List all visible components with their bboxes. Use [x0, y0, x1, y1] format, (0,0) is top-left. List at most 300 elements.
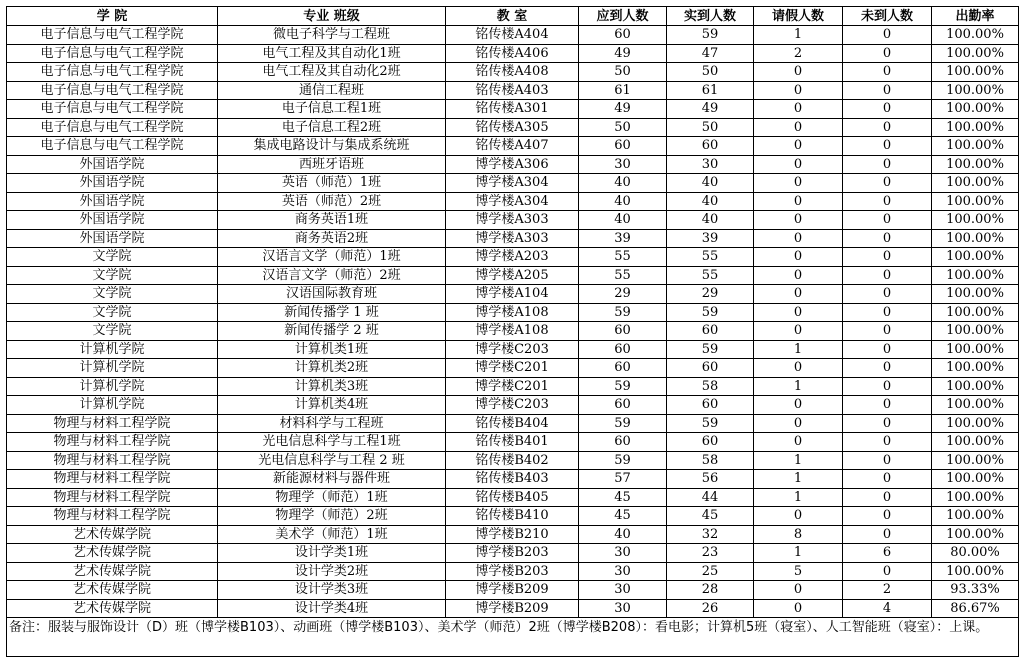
cell-present: 28 [667, 581, 754, 600]
cell-expected: 55 [579, 266, 667, 285]
cell-classroom: 铭传楼A404 [446, 26, 579, 45]
cell-college: 计算机学院 [7, 359, 218, 378]
cell-college: 外国语学院 [7, 174, 218, 193]
table-row [7, 303, 1019, 322]
cell-expected: 49 [579, 44, 667, 63]
cell-class: 物理学（师范）2班 [218, 507, 446, 526]
cell-attendance-rate: 100.00% [932, 100, 1019, 119]
cell-class: 物理学（师范）1班 [218, 488, 446, 507]
cell-class: 设计学类4班 [218, 599, 446, 618]
cell-class: 计算机类4班 [218, 396, 446, 415]
cell-leave: 0 [754, 599, 843, 618]
cell-class: 电子信息工程1班 [218, 100, 446, 119]
table-row [7, 63, 1019, 82]
cell-present: 45 [667, 507, 754, 526]
cell-attendance-rate: 100.00% [932, 211, 1019, 230]
cell-attendance-rate: 100.00% [932, 414, 1019, 433]
cell-expected: 57 [579, 470, 667, 489]
cell-college: 物理与材料工程学院 [7, 451, 218, 470]
cell-absent: 0 [843, 229, 932, 248]
cell-attendance-rate: 100.00% [932, 155, 1019, 174]
cell-class: 西班牙语班 [218, 155, 446, 174]
cell-absent: 0 [843, 451, 932, 470]
cell-expected: 30 [579, 599, 667, 618]
cell-leave: 0 [754, 229, 843, 248]
cell-class: 新闻传播学 1 班 [218, 303, 446, 322]
cell-leave: 0 [754, 414, 843, 433]
header-row [7, 7, 1019, 26]
cell-class: 新闻传播学 2 班 [218, 322, 446, 341]
cell-absent: 2 [843, 581, 932, 600]
cell-leave: 0 [754, 100, 843, 119]
table-row [7, 266, 1019, 285]
cell-attendance-rate: 100.00% [932, 470, 1019, 489]
cell-leave: 0 [754, 433, 843, 452]
cell-absent: 0 [843, 155, 932, 174]
cell-present: 60 [667, 322, 754, 341]
header-expected: 应到人数 [579, 7, 667, 26]
cell-college: 电子信息与电气工程学院 [7, 26, 218, 45]
table-row [7, 174, 1019, 193]
cell-attendance-rate: 100.00% [932, 44, 1019, 63]
cell-expected: 60 [579, 26, 667, 45]
cell-expected: 40 [579, 525, 667, 544]
cell-leave: 0 [754, 155, 843, 174]
cell-class: 光电信息科学与工程 2 班 [218, 451, 446, 470]
cell-class: 材料科学与工程班 [218, 414, 446, 433]
cell-expected: 59 [579, 377, 667, 396]
cell-leave: 1 [754, 451, 843, 470]
cell-classroom: 铭传楼A407 [446, 137, 579, 156]
cell-class: 设计学类1班 [218, 544, 446, 563]
cell-class: 英语（师范）2班 [218, 192, 446, 211]
cell-class: 设计学类3班 [218, 581, 446, 600]
cell-classroom: 铭传楼B410 [446, 507, 579, 526]
table-row [7, 100, 1019, 119]
cell-attendance-rate: 100.00% [932, 285, 1019, 304]
cell-leave: 5 [754, 562, 843, 581]
cell-college: 文学院 [7, 266, 218, 285]
table-row [7, 525, 1019, 544]
header-attendance-rate: 出勤率 [932, 7, 1019, 26]
table-row [7, 433, 1019, 452]
cell-class: 汉语言文学（师范）2班 [218, 266, 446, 285]
cell-absent: 0 [843, 211, 932, 230]
cell-present: 47 [667, 44, 754, 63]
table-row [7, 377, 1019, 396]
cell-college: 计算机学院 [7, 396, 218, 415]
cell-absent: 0 [843, 118, 932, 137]
table-row [7, 248, 1019, 267]
cell-classroom: 博学楼C203 [446, 396, 579, 415]
table-row [7, 581, 1019, 600]
table-row [7, 359, 1019, 378]
cell-present: 23 [667, 544, 754, 563]
table-row [7, 507, 1019, 526]
cell-college: 艺术传媒学院 [7, 562, 218, 581]
cell-classroom: 铭传楼A403 [446, 81, 579, 100]
cell-expected: 50 [579, 63, 667, 82]
cell-classroom: 博学楼B203 [446, 544, 579, 563]
cell-expected: 60 [579, 359, 667, 378]
cell-leave: 0 [754, 507, 843, 526]
cell-present: 30 [667, 155, 754, 174]
header-absent: 未到人数 [843, 7, 932, 26]
cell-leave: 1 [754, 544, 843, 563]
table-row [7, 599, 1019, 618]
cell-present: 44 [667, 488, 754, 507]
cell-leave: 0 [754, 63, 843, 82]
cell-present: 40 [667, 192, 754, 211]
cell-leave: 0 [754, 285, 843, 304]
cell-classroom: 博学楼A303 [446, 211, 579, 230]
cell-expected: 50 [579, 118, 667, 137]
cell-classroom: 铭传楼B405 [446, 488, 579, 507]
cell-class: 商务英语1班 [218, 211, 446, 230]
cell-attendance-rate: 100.00% [932, 266, 1019, 285]
cell-attendance-rate: 100.00% [932, 192, 1019, 211]
note-row [7, 618, 1019, 657]
cell-classroom: 铭传楼B402 [446, 451, 579, 470]
cell-leave: 0 [754, 303, 843, 322]
header-leave: 请假人数 [754, 7, 843, 26]
cell-present: 59 [667, 340, 754, 359]
cell-expected: 59 [579, 414, 667, 433]
cell-attendance-rate: 100.00% [932, 359, 1019, 378]
cell-class: 汉语言文学（师范）1班 [218, 248, 446, 267]
cell-classroom: 博学楼A304 [446, 174, 579, 193]
cell-attendance-rate: 100.00% [932, 340, 1019, 359]
cell-college: 电子信息与电气工程学院 [7, 44, 218, 63]
table-row [7, 211, 1019, 230]
cell-classroom: 博学楼A203 [446, 248, 579, 267]
cell-present: 61 [667, 81, 754, 100]
cell-present: 60 [667, 396, 754, 415]
cell-expected: 55 [579, 248, 667, 267]
cell-attendance-rate: 100.00% [932, 488, 1019, 507]
cell-expected: 40 [579, 192, 667, 211]
cell-attendance-rate: 100.00% [932, 174, 1019, 193]
cell-present: 59 [667, 26, 754, 45]
cell-college: 电子信息与电气工程学院 [7, 118, 218, 137]
cell-classroom: 铭传楼A301 [446, 100, 579, 119]
header-classroom: 教 室 [446, 7, 579, 26]
cell-college: 电子信息与电气工程学院 [7, 81, 218, 100]
cell-attendance-rate: 93.33% [932, 581, 1019, 600]
cell-absent: 0 [843, 63, 932, 82]
cell-classroom: 铭传楼B403 [446, 470, 579, 489]
cell-college: 电子信息与电气工程学院 [7, 137, 218, 156]
cell-absent: 0 [843, 100, 932, 119]
cell-college: 文学院 [7, 285, 218, 304]
cell-present: 55 [667, 248, 754, 267]
cell-expected: 60 [579, 433, 667, 452]
cell-expected: 59 [579, 303, 667, 322]
cell-class: 英语（师范）1班 [218, 174, 446, 193]
cell-class: 电子信息工程2班 [218, 118, 446, 137]
cell-present: 58 [667, 377, 754, 396]
cell-present: 49 [667, 100, 754, 119]
cell-attendance-rate: 100.00% [932, 137, 1019, 156]
cell-class: 通信工程班 [218, 81, 446, 100]
cell-college: 文学院 [7, 322, 218, 341]
table-row [7, 118, 1019, 137]
cell-college: 电子信息与电气工程学院 [7, 63, 218, 82]
cell-college: 外国语学院 [7, 211, 218, 230]
cell-absent: 0 [843, 470, 932, 489]
cell-college: 外国语学院 [7, 192, 218, 211]
cell-classroom: 博学楼C201 [446, 377, 579, 396]
cell-attendance-rate: 100.00% [932, 396, 1019, 415]
cell-absent: 0 [843, 266, 932, 285]
cell-absent: 0 [843, 303, 932, 322]
cell-classroom: 铭传楼A408 [446, 63, 579, 82]
cell-class: 微电子科学与工程班 [218, 26, 446, 45]
cell-class: 电气工程及其自动化1班 [218, 44, 446, 63]
cell-expected: 30 [579, 581, 667, 600]
cell-leave: 0 [754, 248, 843, 267]
cell-absent: 0 [843, 26, 932, 45]
table-row [7, 544, 1019, 563]
cell-expected: 60 [579, 340, 667, 359]
cell-classroom: 博学楼A205 [446, 266, 579, 285]
cell-present: 32 [667, 525, 754, 544]
cell-absent: 0 [843, 525, 932, 544]
header-college: 学 院 [7, 7, 218, 26]
cell-attendance-rate: 100.00% [932, 248, 1019, 267]
table-row [7, 488, 1019, 507]
cell-class: 计算机类2班 [218, 359, 446, 378]
cell-leave: 0 [754, 396, 843, 415]
cell-present: 50 [667, 118, 754, 137]
table-row [7, 322, 1019, 341]
cell-absent: 0 [843, 137, 932, 156]
table-row [7, 470, 1019, 489]
cell-absent: 0 [843, 377, 932, 396]
table-row [7, 414, 1019, 433]
cell-expected: 45 [579, 507, 667, 526]
cell-classroom: 博学楼B209 [446, 599, 579, 618]
cell-expected: 30 [579, 155, 667, 174]
cell-classroom: 博学楼A108 [446, 322, 579, 341]
cell-expected: 59 [579, 451, 667, 470]
cell-leave: 0 [754, 192, 843, 211]
cell-classroom: 博学楼B209 [446, 581, 579, 600]
cell-absent: 0 [843, 285, 932, 304]
cell-classroom: 博学楼A303 [446, 229, 579, 248]
cell-present: 58 [667, 451, 754, 470]
cell-college: 物理与材料工程学院 [7, 507, 218, 526]
cell-absent: 0 [843, 44, 932, 63]
cell-class: 电气工程及其自动化2班 [218, 63, 446, 82]
cell-expected: 61 [579, 81, 667, 100]
table-row [7, 137, 1019, 156]
cell-college: 物理与材料工程学院 [7, 488, 218, 507]
cell-classroom: 博学楼A304 [446, 192, 579, 211]
cell-expected: 30 [579, 562, 667, 581]
cell-classroom: 铭传楼B401 [446, 433, 579, 452]
cell-expected: 30 [579, 544, 667, 563]
cell-attendance-rate: 100.00% [932, 229, 1019, 248]
cell-present: 60 [667, 137, 754, 156]
table-row [7, 81, 1019, 100]
cell-absent: 0 [843, 562, 932, 581]
cell-expected: 60 [579, 396, 667, 415]
cell-leave: 0 [754, 581, 843, 600]
cell-absent: 0 [843, 174, 932, 193]
cell-absent: 6 [843, 544, 932, 563]
cell-classroom: 博学楼A306 [446, 155, 579, 174]
cell-attendance-rate: 100.00% [932, 63, 1019, 82]
cell-college: 文学院 [7, 248, 218, 267]
cell-college: 艺术传媒学院 [7, 581, 218, 600]
cell-college: 外国语学院 [7, 155, 218, 174]
cell-absent: 4 [843, 599, 932, 618]
cell-class: 集成电路设计与集成系统班 [218, 137, 446, 156]
cell-expected: 40 [579, 174, 667, 193]
attendance-table [6, 6, 1019, 657]
cell-leave: 0 [754, 174, 843, 193]
cell-classroom: 博学楼A104 [446, 285, 579, 304]
cell-absent: 0 [843, 340, 932, 359]
cell-leave: 2 [754, 44, 843, 63]
cell-present: 25 [667, 562, 754, 581]
cell-leave: 1 [754, 340, 843, 359]
cell-absent: 0 [843, 507, 932, 526]
cell-present: 60 [667, 359, 754, 378]
cell-college: 物理与材料工程学院 [7, 433, 218, 452]
cell-absent: 0 [843, 248, 932, 267]
cell-class: 计算机类1班 [218, 340, 446, 359]
cell-attendance-rate: 100.00% [932, 322, 1019, 341]
cell-leave: 0 [754, 137, 843, 156]
cell-present: 55 [667, 266, 754, 285]
cell-present: 59 [667, 414, 754, 433]
cell-expected: 40 [579, 211, 667, 230]
cell-classroom: 铭传楼A406 [446, 44, 579, 63]
cell-college: 外国语学院 [7, 229, 218, 248]
cell-attendance-rate: 100.00% [932, 118, 1019, 137]
cell-present: 40 [667, 174, 754, 193]
cell-leave: 0 [754, 211, 843, 230]
cell-classroom: 铭传楼A305 [446, 118, 579, 137]
cell-class: 设计学类2班 [218, 562, 446, 581]
cell-attendance-rate: 100.00% [932, 377, 1019, 396]
cell-college: 计算机学院 [7, 377, 218, 396]
cell-college: 文学院 [7, 303, 218, 322]
cell-leave: 8 [754, 525, 843, 544]
header-present: 实到人数 [667, 7, 754, 26]
cell-attendance-rate: 86.67% [932, 599, 1019, 618]
cell-college: 艺术传媒学院 [7, 599, 218, 618]
cell-classroom: 博学楼C203 [446, 340, 579, 359]
cell-college: 物理与材料工程学院 [7, 470, 218, 489]
cell-present: 56 [667, 470, 754, 489]
cell-attendance-rate: 100.00% [932, 562, 1019, 581]
cell-class: 美术学（师范）1班 [218, 525, 446, 544]
cell-leave: 1 [754, 26, 843, 45]
cell-attendance-rate: 100.00% [932, 303, 1019, 322]
cell-present: 50 [667, 63, 754, 82]
table-row [7, 192, 1019, 211]
cell-present: 29 [667, 285, 754, 304]
table-row [7, 562, 1019, 581]
cell-leave: 0 [754, 81, 843, 100]
cell-leave: 0 [754, 266, 843, 285]
table-row [7, 285, 1019, 304]
cell-attendance-rate: 100.00% [932, 525, 1019, 544]
cell-absent: 0 [843, 322, 932, 341]
cell-classroom: 博学楼B210 [446, 525, 579, 544]
cell-absent: 0 [843, 81, 932, 100]
cell-present: 40 [667, 211, 754, 230]
note-text: 备注：服装与服饰设计（D）班（博学楼B103）、动画班（博学楼B103）、美术学（师范）2班（博学楼B208）：看电影；计算机5班（寝室）、人工智能班（寝室）：上课。 [7, 618, 1019, 657]
cell-absent: 0 [843, 192, 932, 211]
cell-classroom: 铭传楼B404 [446, 414, 579, 433]
cell-present: 26 [667, 599, 754, 618]
table-row [7, 229, 1019, 248]
table-row [7, 396, 1019, 415]
cell-college: 物理与材料工程学院 [7, 414, 218, 433]
cell-classroom: 博学楼C201 [446, 359, 579, 378]
cell-absent: 0 [843, 488, 932, 507]
cell-present: 60 [667, 433, 754, 452]
cell-absent: 0 [843, 359, 932, 378]
cell-expected: 45 [579, 488, 667, 507]
header-class: 专业 班级 [218, 7, 446, 26]
table-row [7, 26, 1019, 45]
cell-college: 计算机学院 [7, 340, 218, 359]
cell-class: 商务英语2班 [218, 229, 446, 248]
cell-expected: 49 [579, 100, 667, 119]
cell-class: 新能源材料与器件班 [218, 470, 446, 489]
cell-expected: 39 [579, 229, 667, 248]
cell-leave: 1 [754, 377, 843, 396]
cell-expected: 60 [579, 322, 667, 341]
cell-college: 艺术传媒学院 [7, 525, 218, 544]
cell-leave: 0 [754, 118, 843, 137]
table-row [7, 451, 1019, 470]
cell-class: 计算机类3班 [218, 377, 446, 396]
cell-classroom: 博学楼A108 [446, 303, 579, 322]
cell-absent: 0 [843, 433, 932, 452]
cell-leave: 1 [754, 488, 843, 507]
cell-attendance-rate: 80.00% [932, 544, 1019, 563]
cell-present: 39 [667, 229, 754, 248]
cell-leave: 1 [754, 470, 843, 489]
cell-leave: 0 [754, 322, 843, 341]
cell-absent: 0 [843, 414, 932, 433]
cell-classroom: 博学楼B203 [446, 562, 579, 581]
cell-leave: 0 [754, 359, 843, 378]
cell-present: 59 [667, 303, 754, 322]
cell-college: 电子信息与电气工程学院 [7, 100, 218, 119]
attendance-sheet [6, 6, 1018, 657]
cell-class: 光电信息科学与工程1班 [218, 433, 446, 452]
cell-attendance-rate: 100.00% [932, 433, 1019, 452]
cell-expected: 29 [579, 285, 667, 304]
table-row [7, 155, 1019, 174]
table-row [7, 340, 1019, 359]
cell-college: 艺术传媒学院 [7, 544, 218, 563]
cell-attendance-rate: 100.00% [932, 451, 1019, 470]
cell-attendance-rate: 100.00% [932, 26, 1019, 45]
cell-expected: 60 [579, 137, 667, 156]
cell-attendance-rate: 100.00% [932, 81, 1019, 100]
cell-absent: 0 [843, 396, 932, 415]
cell-attendance-rate: 100.00% [932, 507, 1019, 526]
cell-class: 汉语国际教育班 [218, 285, 446, 304]
